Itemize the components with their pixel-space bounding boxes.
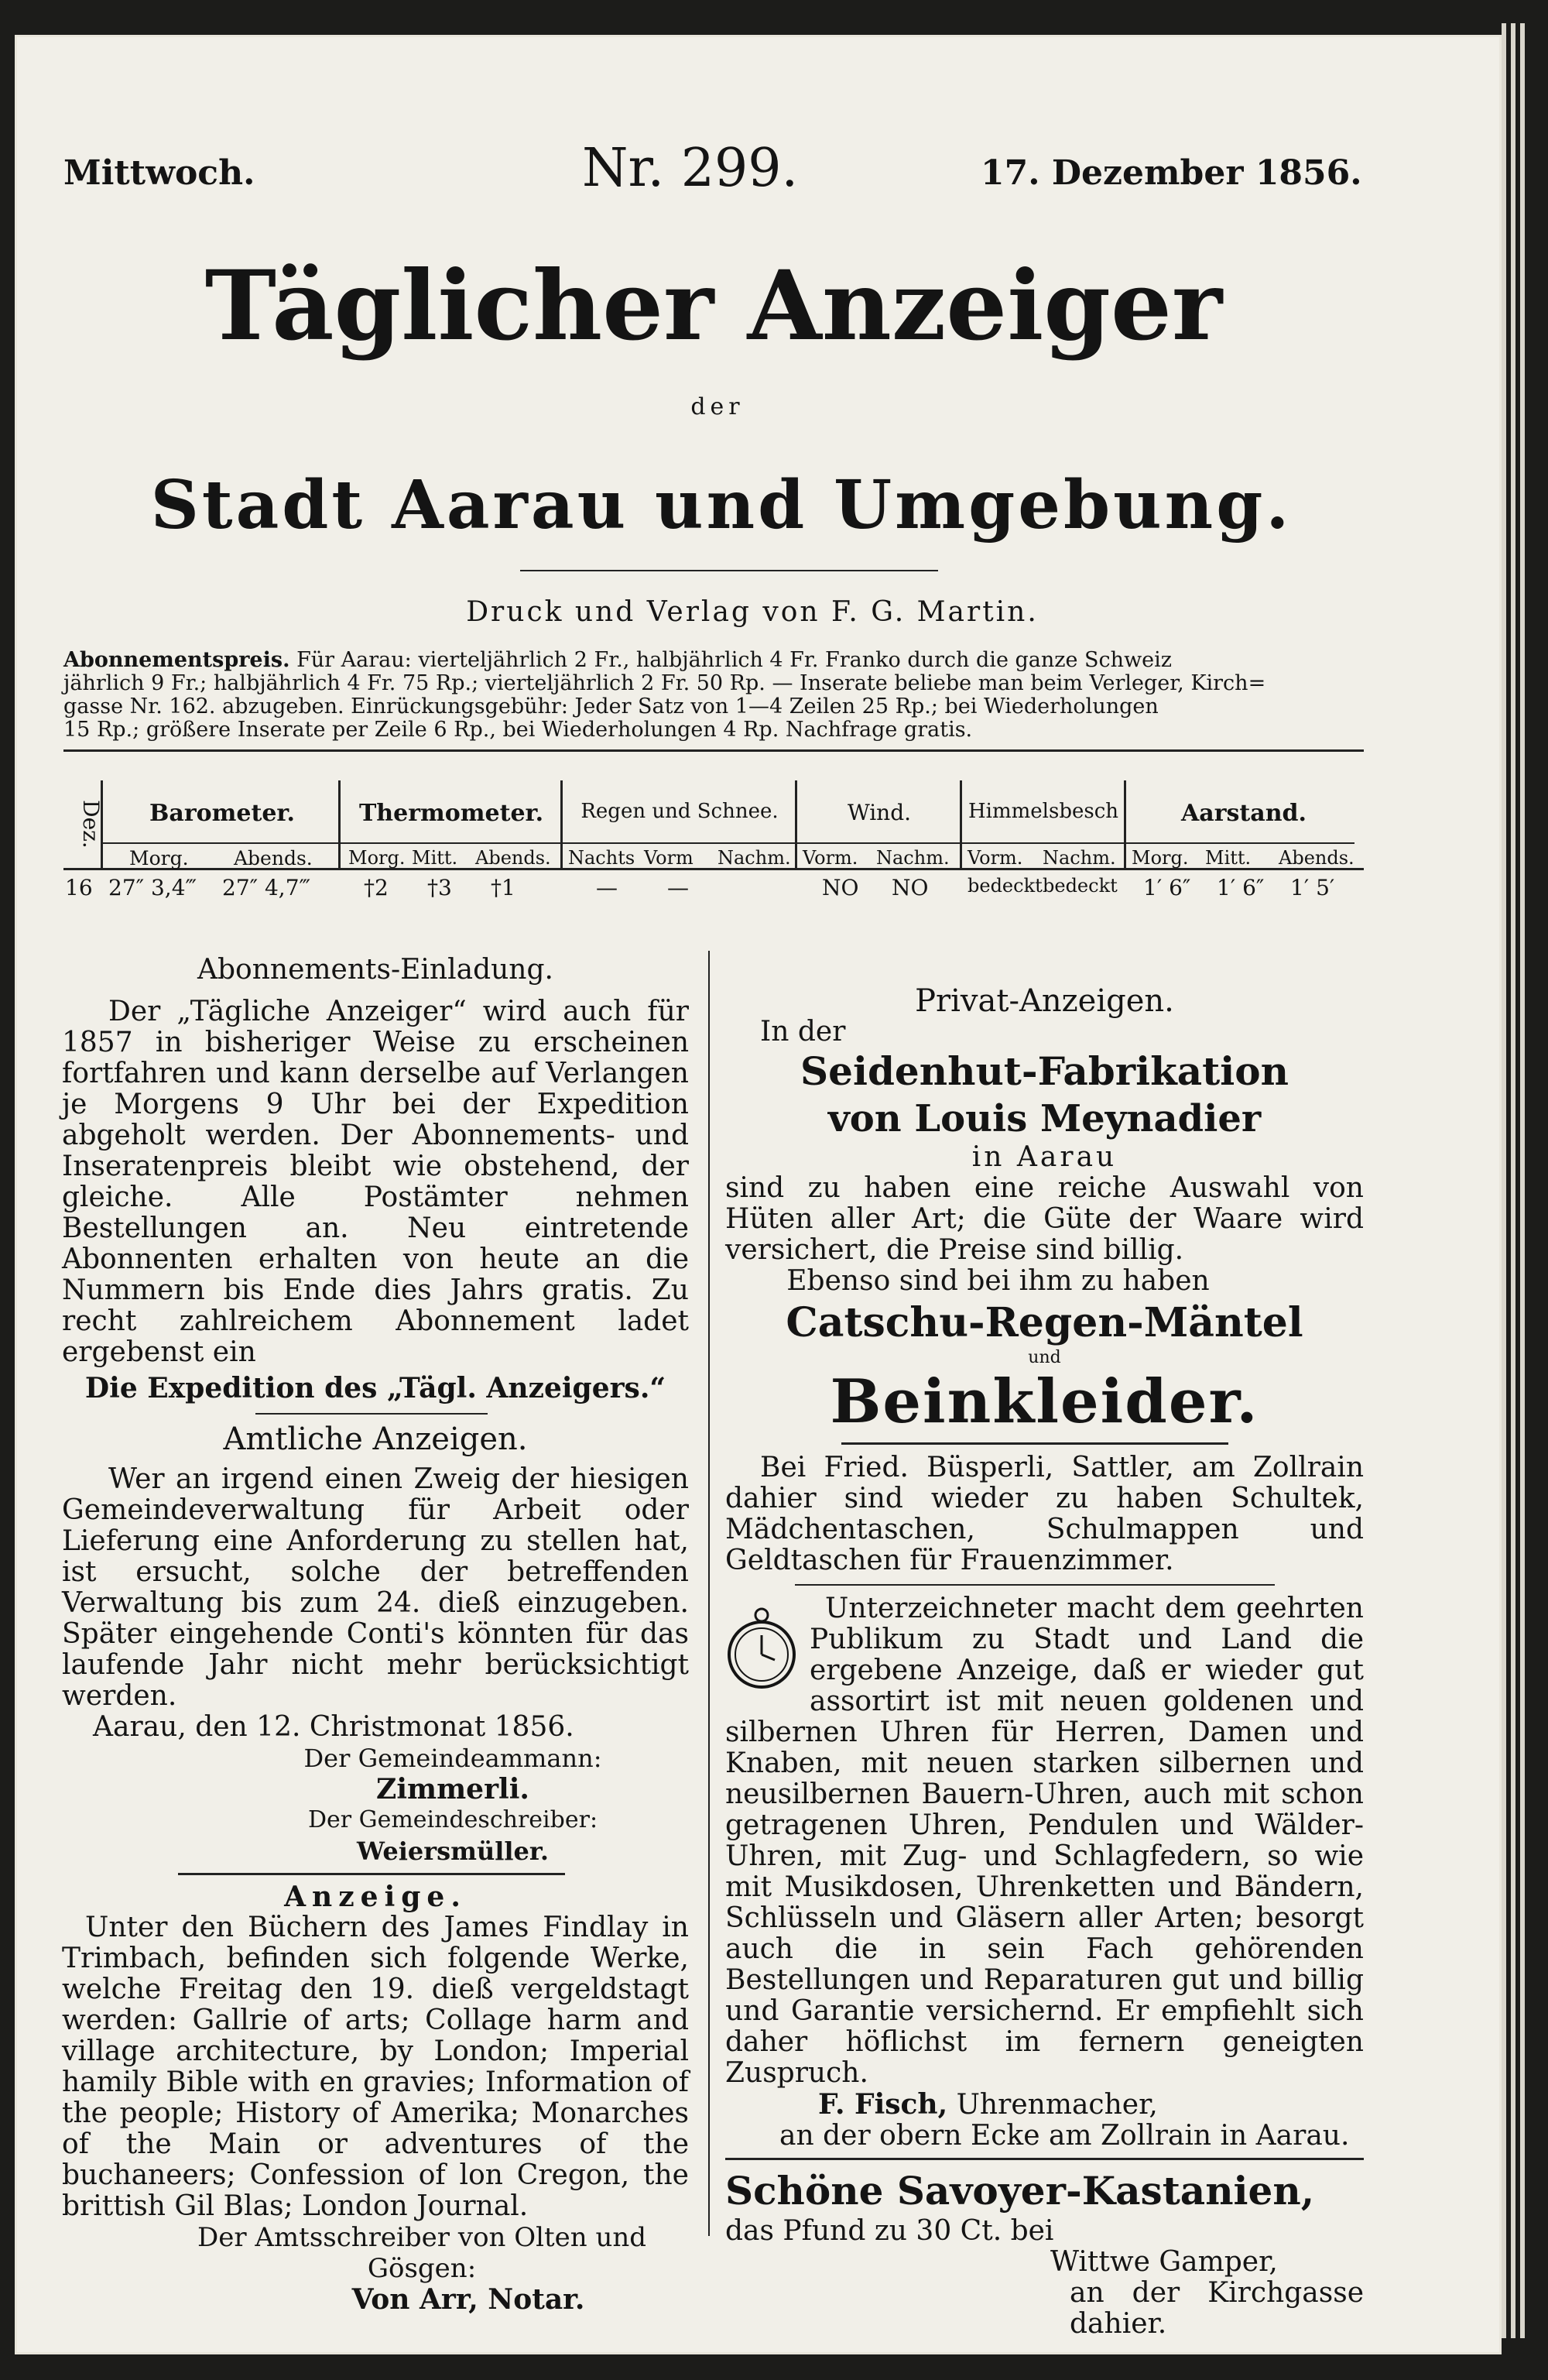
row-divider [101,842,1354,844]
subscription-text: Für Aarau: vierteljährlich 2 Fr., halbjährlich 4 Fr. Franko durch die ganze Schweiz [296,648,1173,672]
in-der: In der [760,1016,846,1048]
col-divider [1124,780,1126,869]
sub-wind-nachm: Nachm. [876,847,950,869]
col-divider [560,780,563,869]
kastanien-price: das Pfund zu 30 Ct. bei [725,2215,1054,2247]
subscription-text: jährlich 9 Fr.; halbjährlich 4 Fr. 75 Rp.; vierteljährlich 2 Fr. 50 Rp. — Inserate beliebe man beim Verleger, Kirch= [63,671,1266,695]
catschu-title: Catschu-Regen-Mäntel [786,1299,1303,1346]
cell-thermo-morg: †2 [364,875,389,900]
col-divider [960,780,962,869]
fisch-role: Uhrenmacher, [956,2089,1158,2121]
masthead-der: der [690,393,745,420]
fisch-name: F. Fisch, [818,2088,948,2121]
table-top-rule [63,749,1364,752]
fabrik-place: in Aarau [971,1141,1118,1173]
fabrik-owner: von Louis Meynadier [827,1097,1262,1140]
abo-title: Abonnements-Einladung. [197,954,553,986]
subscription-block [63,649,1372,742]
sub-wind-vorm: Vorm. [803,847,858,869]
page-edge [1511,23,1515,2338]
subscription-text: gasse Nr. 162. abzugeben. Einrückungsgebühr: Jeder Satz von 1—4 Zeilen 25 Rp.; bei Wiederholungen [63,694,1159,718]
header-thermometer: Thermometer. [358,800,544,827]
sub-regen-nachm: Nachm. [717,847,791,869]
fabrik-text: sind zu haben eine reiche Auswahl von Hüten aller Art; die Güte der Waare wird versichert, die Preise sind billig. [725,1172,1364,1266]
pocket-watch-icon [725,1604,799,1693]
header-barometer: Barometer. [149,800,295,827]
amtl-role-2: Der Gemeindeschreiber: [307,1806,598,1833]
cell-aar-morg: 1′ 6″ [1143,875,1191,900]
page-edge [1520,23,1525,2338]
kastanien-title: Schöne Savoyer-Kastanien, [725,2168,1315,2214]
sub-baro-abends: Abends. [234,847,313,869]
und-small: und [1028,1348,1061,1367]
cell-wind-vorm: NO [822,875,859,900]
subscription-label: Abonnementspreis. [63,648,290,672]
masthead-subtitle: Stadt Aarau und Umgebung. [150,466,1293,544]
sub-aar-mitt: Mitt. [1205,847,1252,869]
cell-himmel-nachm: bedeckt [1043,875,1118,897]
kastanien-seller: Wittwe Gamper, [1050,2246,1278,2278]
divider [520,570,938,571]
abo-signature: Die Expedition des „Tägl. Anzeigers.“ [84,1372,666,1404]
divider [841,1442,1228,1445]
bei-text: Bei Fried. Büsperli, Sattler, am Zollrain dahier sind wieder zu haben Schultek, Mädchentaschen, Schulmappen und Geldtaschen für Frauenzimmer. [725,1452,1364,1576]
cell-wind-nachm: NO [892,875,929,900]
sub-aar-abends: Abends. [1279,847,1354,869]
anz-notar: Von Arr, Notar. [351,2283,585,2316]
anz-signer: Der Amtsschreiber von Olten und Gösgen: [197,2222,647,2284]
cell-baro-abends: 27″ 4,7‴ [222,875,311,900]
sub-baro-morg: Morg. [129,847,189,869]
cell-regen-nachts: — [596,875,618,900]
sub-himmel-nachm: Nachm. [1043,847,1116,869]
col-divider [795,780,797,869]
kastanien-address: an der Kirchgasse dahier. [1070,2277,1364,2340]
publisher-line: Druck und Verlag von F. G. Martin. [466,596,1039,628]
left-column [62,955,689,2315]
cell-aar-mitt: 1′ 6″ [1217,875,1265,900]
amtl-name-2: Weiersmüller. [357,1836,549,1866]
cell-thermo-abends: †1 [491,875,515,900]
weekday: Mittwoch. [63,153,255,193]
amtl-title: Amtliche Anzeigen. [223,1421,528,1457]
sub-thermo-morg: Morg. [348,847,406,869]
anz-text: Unter den Büchern des James Findlay in Trimbach, befinden sich folgende Werke, welche Freitag den 19. dieß vergeldstagt werden: Gallrie of arts; Collage harm and village architecture, by London; Imperial hamily Bible with en gravies; Information of the people; History of Amerika; Monarches of the Main or adventures of the buchaneers; Confession of lon Cregon, the brittish Gil Blas; London Journal. [62,1912,689,2222]
amtl-role-1: Der Gemeindeammann: [303,1744,602,1773]
privat-title: Privat-Anzeigen. [915,983,1174,1019]
header-regen: Regen und Schnee. [580,800,779,823]
cell-day: 16 [65,875,93,900]
cell-aar-abends: 1′ 5′ [1290,875,1335,900]
header-himmel: Himmelsbesch [968,800,1119,823]
ebenso: Ebenso sind bei ihm zu haben [786,1265,1210,1297]
column-rule [708,951,710,2236]
fisch-address: an der obern Ecke am Zollrain in Aarau. [779,2120,1350,2152]
uhr-ad [725,1593,1364,2089]
header-wind: Wind. [847,800,912,825]
issue-number: Nr. 299. [582,138,799,199]
dez-label: Dez. [77,800,104,849]
cell-baro-morg: 27″ 3,4‴ [108,875,197,900]
sub-regen-vorm: Vorm [644,847,694,869]
anz-title: Anzeige. [284,1881,467,1913]
sub-thermo-mitt: Mitt. [412,847,458,869]
masthead-title: Täglicher Anzeiger [204,250,1223,362]
beinkleider-title: Beinkleider. [830,1367,1259,1437]
uhr-text: Unterzeichneter macht dem geehrten Publikum zu Stadt und Land die ergebene Anzeige, daß er wieder gut assortirt ist mit neuen goldenen und silbernen Uhren für Herren, Damen und Knaben, mit neuen starken silbernen und neusilbernen Bauern-Uhren, auch mit schon getragenen Uhren, Pendulen und Wälder-Uhren, mit Zug- und Schlagfedern, so wie mit Musikdosen, Uhrenketten und Bändern, Schlüsseln und Gläsern aller Arten; besorgt auch die in sein Fach gehörenden Bestellungen und Reparaturen gut und billig und Garantie versichernd. Er empfiehlt sich daher höflichst im fernern geneigten Zuspruch. [725,1593,1364,2089]
abo-text: Der „Tägliche Anzeiger“ wird auch für 1857 in bisheriger Weise zu erscheinen fortfahren und kann derselbe auf Verlangen je Morgens 9 Uhr bei der Expedition abgeholt werden. Der Abonnements- und Inseratenpreis bleibt wie obstehend, der gleiche. Alle Postämter nehmen Bestellungen an. Neu eintretende Abonnenten erhalten von heute an die Nummern bis Ende dies Jahrs gratis. Zu recht zahlreichem Abonnement ladet ergebenst ein [62,996,689,1368]
sub-himmel-vorm: Vorm. [968,847,1023,869]
col-divider [338,780,341,869]
sub-aar-morg: Morg. [1132,847,1189,869]
sub-regen-nachts: Nachts [568,847,635,869]
page-edge [1502,23,1506,2338]
cell-himmel-vorm: bedeckt [968,875,1043,897]
cell-thermo-mitt: †3 [427,875,452,900]
divider [795,1584,1275,1586]
divider [725,2158,1364,2160]
fabrik-title: Seidenhut-Fabrikation [800,1048,1289,1094]
divider [178,1873,565,1875]
issue-date: 17. Dezember 1856. [981,153,1362,193]
subscription-text: 15 Rp.; größere Inserate per Zeile 6 Rp., bei Wiederholungen 4 Rp. Nachfrage gratis. [63,718,973,742]
amtl-name-1: Zimmerli. [376,1773,529,1806]
amtl-place: Aarau, den 12. Christmonat 1856. [93,1711,574,1743]
newspaper-page [17,37,1499,2352]
divider [255,1413,488,1415]
cell-regen-vorm: — [667,875,689,900]
amtl-text: Wer an irgend einen Zweig der hiesigen Gemeindeverwaltung für Arbeit oder Lieferung eine Anforderung zu stellen hat, ist ersucht, solche der betreffenden Verwaltung bis zum 24. dieß einzugeben. Später eingehende Conti's könnten für das laufende Jahr nicht mehr berücksichtigt werden. [62,1463,689,1712]
header-aarstand: Aarstand. [1181,800,1307,827]
sub-thermo-abends: Abends. [475,847,551,869]
right-column [725,983,1364,2340]
